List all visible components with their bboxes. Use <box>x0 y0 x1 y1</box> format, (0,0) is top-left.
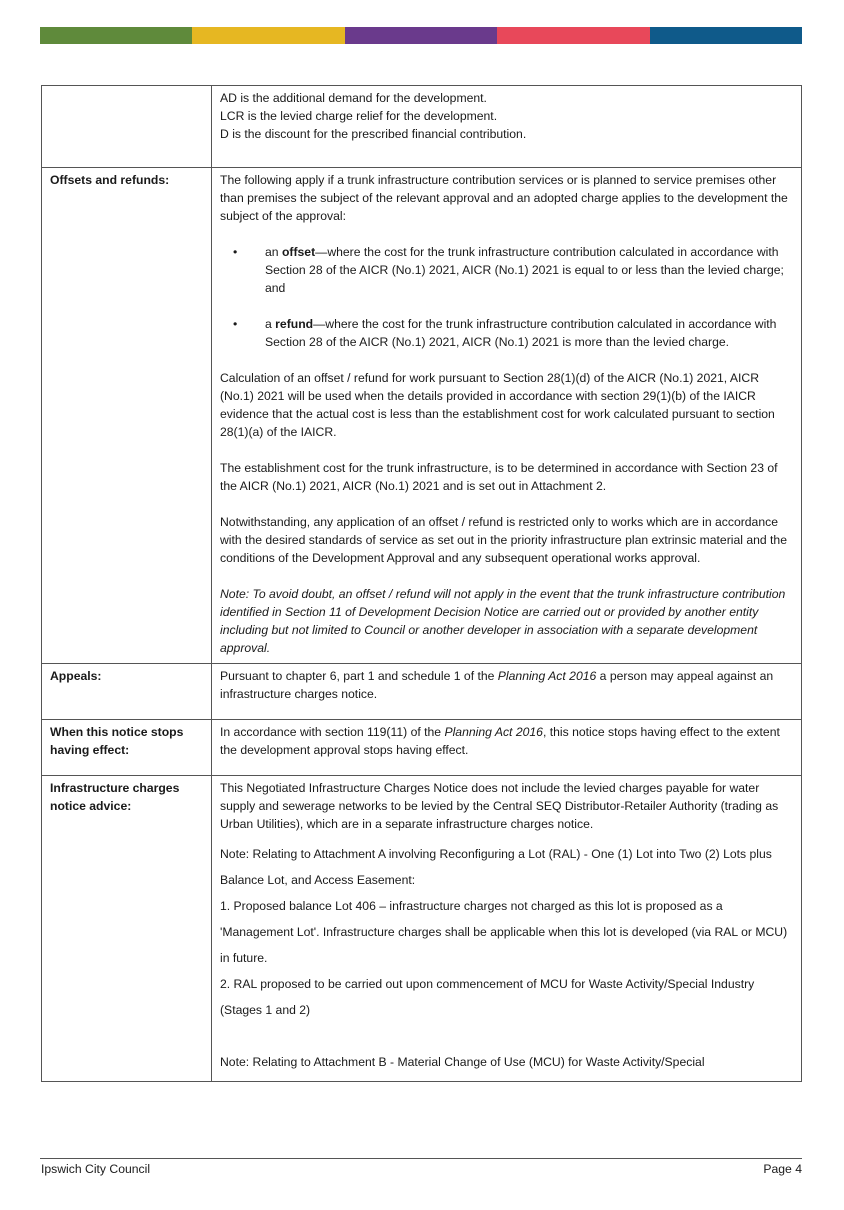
advice-attachment-b-note: Note: Relating to Attachment B - Material Change of Use (MCU) for Waste Activity/Special <box>220 1055 705 1069</box>
offsets-refunds-content <box>212 168 802 664</box>
notice-stops-text-pre: In accordance with section 119(11) of the <box>220 725 445 739</box>
offsets-refunds-row <box>42 168 802 664</box>
appeals-text <box>220 667 793 703</box>
refund-bullet-text: —where the cost for the trunk infrastructure contribution calculated in accordance with Section 28 of the AICR (No.1) 2021, AICR (No.1) 2021 is more than the levied charge. <box>265 317 777 349</box>
advice-item-2: 2. RAL proposed to be carried out upon commencement of MCU for Waste Activity/Special Industry (Stages 1 and 2) <box>220 977 755 1017</box>
charges-advice-content <box>212 776 802 1082</box>
footer-page-number: Page 4 <box>763 1162 802 1176</box>
offset-bullet-text: —where the cost for the trunk infrastructure contribution calculated in accordance with Section 28 of the AICR (No.1) 2021, AICR (No.1) 2021 is equal to or less than the levied charge; and <box>265 245 784 295</box>
offsets-establishment-paragraph: The establishment cost for the trunk infrastructure, is to be determined in accordance with Section 23 of the AICR (No.1) 2021, AICR (No.1) 2021 and is set out in Attachment 2. <box>220 461 778 493</box>
advice-attachment-a-note: Note: Relating to Attachment A involving Reconfiguring a Lot (RAL) - One (1) Lot into Two (2) Lots plus Balance Lot, and Access Easement: <box>220 847 772 887</box>
formula-definitions-row <box>42 86 802 168</box>
refund-term: refund <box>275 317 314 331</box>
color-segment-purple <box>345 27 497 44</box>
appeals-text-pre: Pursuant to chapter 6, part 1 and schedule 1 of the <box>220 669 498 683</box>
appeals-content <box>212 664 802 720</box>
advice-water-sewerage-paragraph: This Negotiated Infrastructure Charges Notice does not include the levied charges payable for water supply and sewerage networks to be levied by the Central SEQ Distributor-Retailer Authority (trading as Urban Utilities), which are in a separate infrastructure charges notice. <box>220 781 779 831</box>
color-segment-green <box>40 27 192 44</box>
offsets-refunds-label: Offsets and refunds: <box>42 168 212 664</box>
refund-bullet-prefix: a <box>265 317 276 331</box>
notice-stops-text-post: , this notice stops having effect to the extent the development approval stops having effect. <box>220 725 780 757</box>
appeals-act-title: Planning Act 2016 <box>497 669 597 683</box>
appeals-label: Appeals: <box>42 664 212 720</box>
refund-bullet <box>220 315 793 351</box>
color-segment-yellow <box>192 27 344 44</box>
formula-definitions-cell <box>212 86 802 168</box>
offsets-bullet-list <box>220 243 793 351</box>
color-segment-red <box>497 27 649 44</box>
formula-label-cell <box>42 86 212 168</box>
offsets-restriction-paragraph: Notwithstanding, any application of an offset / refund is restricted only to works which are in accordance with the desired standards of service as set out in the priority infrastructure plan extrinsic material and the conditions of the Development Approval and any subsequent operational works approval. <box>220 515 787 565</box>
definition-d: D is the discount for the prescribed financial contribution. <box>220 127 527 141</box>
appeals-text-post: a person may appeal against an infrastructure charges notice. <box>220 669 774 701</box>
footer-council-name: Ipswich City Council <box>41 1162 151 1176</box>
footer-rule <box>40 1158 802 1159</box>
notice-stops-content <box>212 720 802 776</box>
notice-stops-act-title: Planning Act 2016 <box>444 725 543 739</box>
offsets-note: Note: To avoid doubt, an offset / refund will not apply in the event that the trunk infrastructure contribution identified in Section 11 of Development Decision Notice are carried out or provided by another entity including but not limited to Council or another developer in association with a separate development approval. <box>220 587 786 655</box>
advice-item-1: 1. Proposed balance Lot 406 – infrastructure charges not charged as this lot is proposed as a 'Management Lot'. Infrastructure charges shall be applicable when this lot is developed (via RAL or MCU) in future. <box>220 899 788 965</box>
charges-advice-row <box>42 776 802 1082</box>
offset-term: offset <box>281 245 316 259</box>
offset-bullet-prefix: an <box>265 245 282 259</box>
charges-notice-table <box>41 85 802 1082</box>
offsets-intro: The following apply if a trunk infrastructure contribution services or is planned to service premises other than premises the subject of the relevant approval and an adopted charge applies to the development the subject of the approval: <box>220 173 788 223</box>
appeals-row <box>42 664 802 720</box>
offset-bullet <box>220 243 793 297</box>
color-segment-blue <box>650 27 802 44</box>
definition-lcr: LCR is the levied charge relief for the development. <box>220 109 498 123</box>
notice-stops-label: When this notice stops having effect: <box>42 720 212 776</box>
notice-stops-row <box>42 720 802 776</box>
notice-stops-text <box>220 723 793 759</box>
offsets-calculation-paragraph: Calculation of an offset / refund for work pursuant to Section 28(1)(d) of the AICR (No.1) 2021, AICR (No.1) 2021 will be used when the details provided in accordance with section 29(1)(b) of the IAICR evidence that the actual cost is less than the establishment cost for work calculated pursuant to section 28(1)(a) of the IAICR. <box>220 371 775 439</box>
charges-advice-label: Infrastructure charges notice advice: <box>42 776 212 1082</box>
definition-ad: AD is the additional demand for the development. <box>220 91 487 105</box>
header-color-bar <box>40 27 802 44</box>
